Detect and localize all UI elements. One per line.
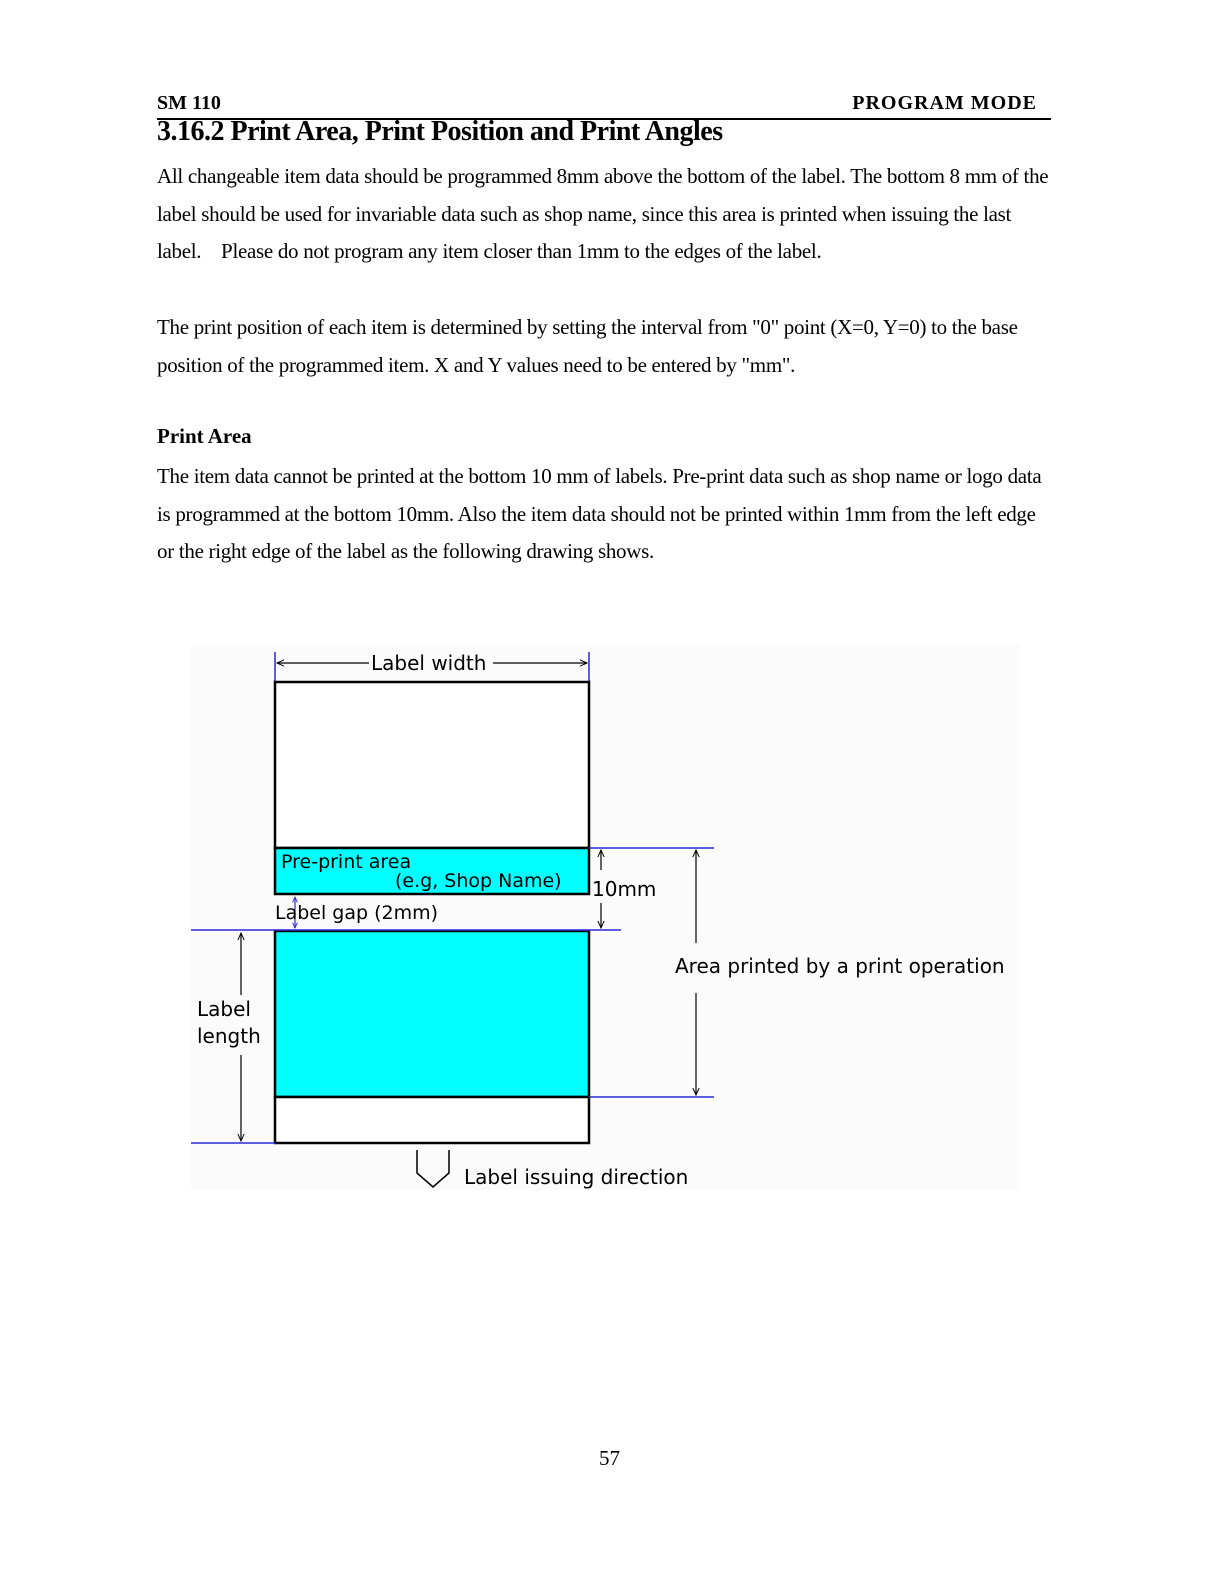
preprint-area-text: Pre-print area — [281, 851, 412, 873]
label-bottom-margin — [275, 1097, 589, 1143]
label-length-text-line1: Label — [197, 997, 251, 1021]
preprint-example-text: (e.g, Shop Name) — [395, 870, 562, 892]
down-arrow-icon — [417, 1150, 449, 1187]
label-width-dimension — [275, 651, 589, 681]
ten-mm-text: 10mm — [592, 877, 657, 901]
area-printed-dimension — [675, 850, 1005, 1095]
label-width-text: Label width — [371, 651, 487, 675]
section-title: 3.16.2 Print Area, Print Position and Print Angles — [157, 116, 723, 147]
print-area-diagram — [191, 645, 1020, 1190]
label-gap-text: Label gap (2mm) — [275, 902, 439, 924]
issuing-direction-indicator — [417, 1150, 688, 1189]
paragraph-print-area: The item data cannot be printed at the bottom 10 mm of labels. Pre-print data such as shop name or logo data is programmed at the bottom 10mm. Also the item data should not be printed within 1mm from the left edge or the right edge of the label as the following drawing shows. — [157, 464, 1042, 563]
print-area-heading: Print Area — [157, 424, 252, 448]
label-length-dimension — [197, 933, 261, 1141]
label-gap-indicator — [275, 897, 438, 928]
area-printed-text: Area printed by a print operation — [675, 954, 1005, 978]
previous-label — [275, 682, 589, 848]
issuing-direction-text: Label issuing direction — [464, 1165, 689, 1189]
header-model: SM 110 — [157, 92, 221, 114]
paragraph-print-position: The print position of each item is determined by setting the interval from "0" point (X=0, Y=0) to the base position of the programmed item. X and Y values need to be entered by "mm". — [157, 315, 1018, 377]
label-length-text-line2: length — [197, 1024, 261, 1048]
paragraph-changeable-data: All changeable item data should be programmed 8mm above the bottom of the label. The bottom 8 mm of the label should be used for invariable data such as shop name, since this area is printed when issuing the last label. Please do not program any item closer than 1mm to the edges of the label. — [157, 164, 1049, 263]
ten-mm-dimension — [592, 850, 656, 928]
header-section: PROGRAM MODE — [852, 92, 1037, 114]
print-label-area — [275, 931, 589, 1097]
page-number: 57 — [599, 1446, 620, 1470]
